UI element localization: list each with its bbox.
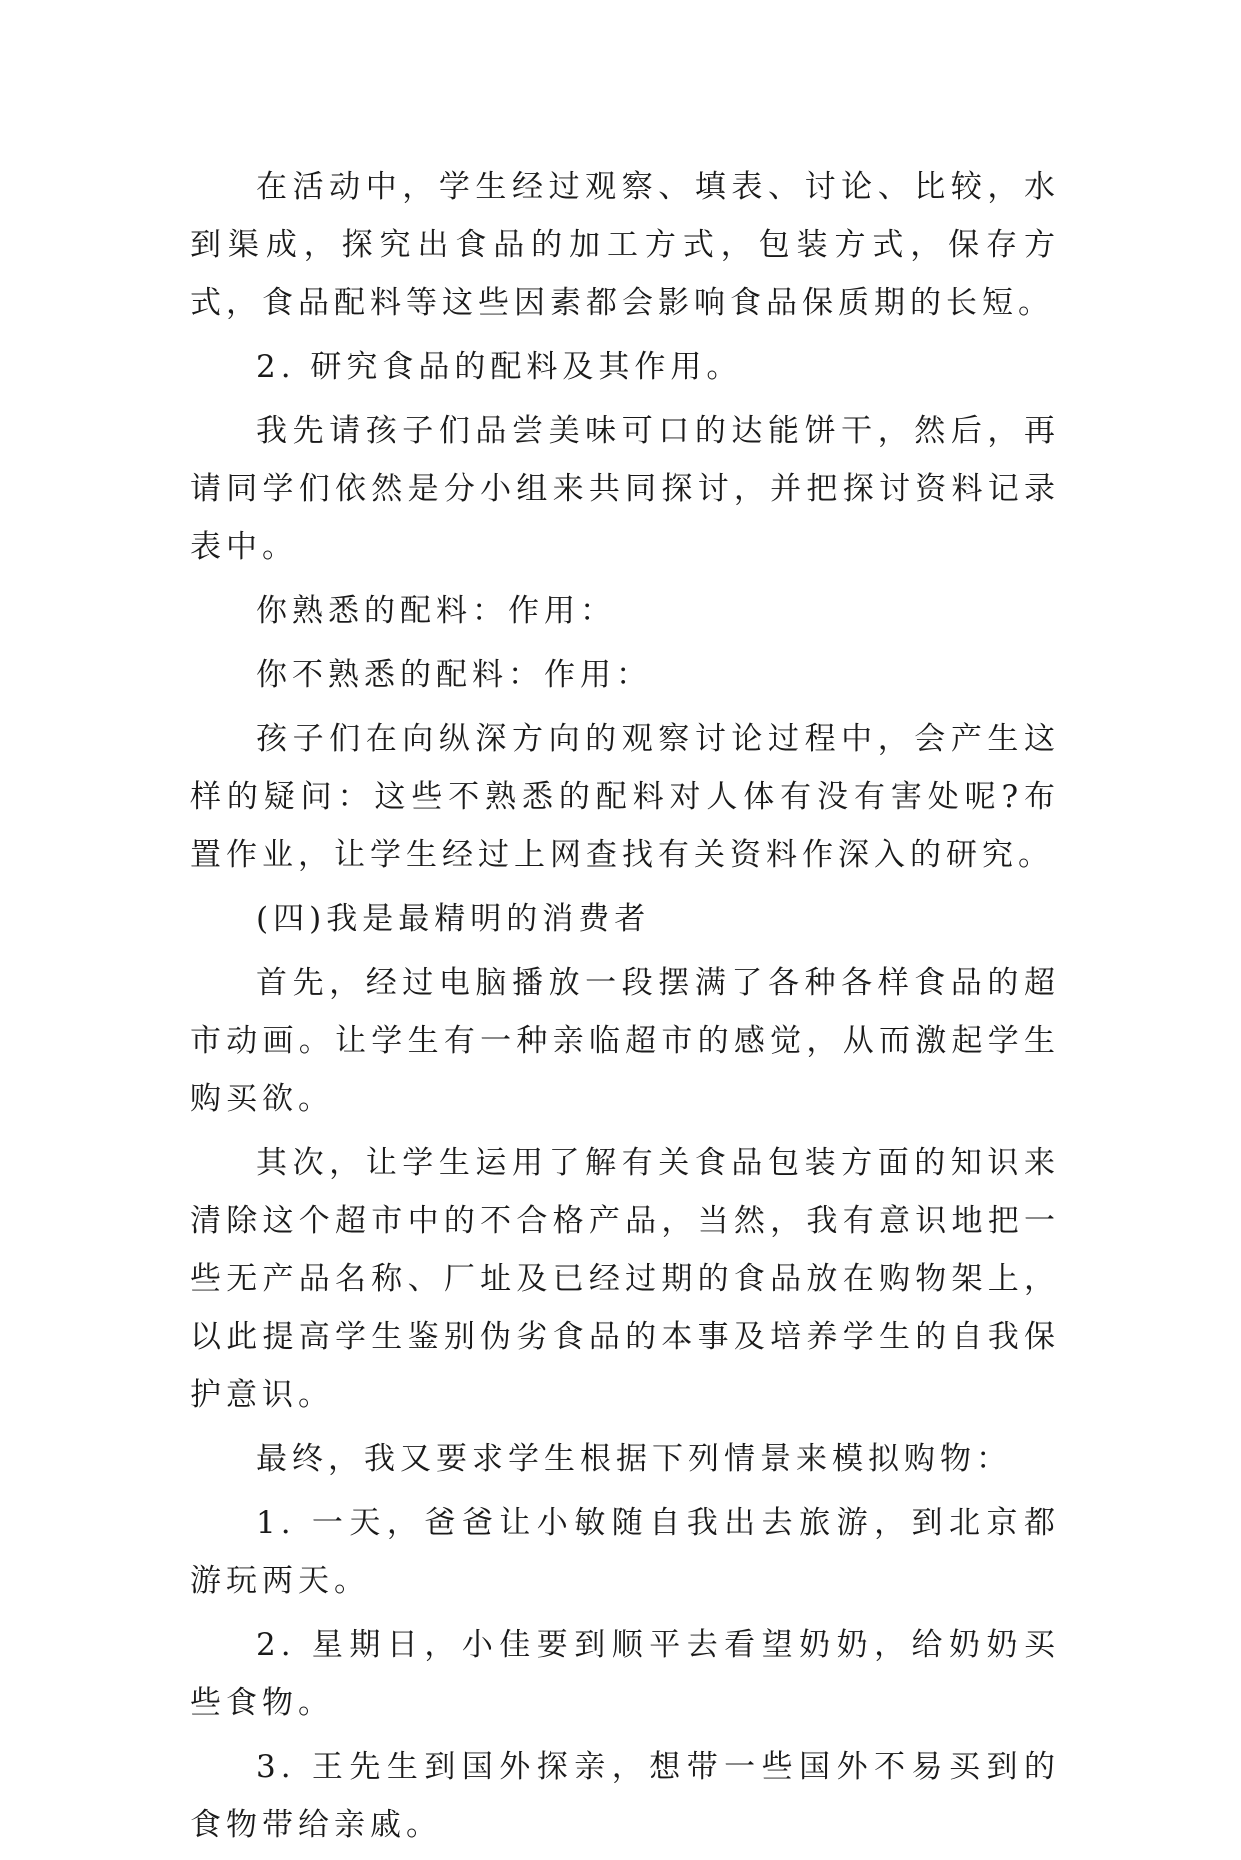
paragraph-first: 首先，经过电脑播放一段摆满了各种各样食品的超市动画。让学生有一种亲临超市的感觉，从而激起学生购买欲。 [190,965,1060,1117]
paragraph-finally: 最终，我又要求学生根据下列情景来模拟购物： [256,1441,1012,1477]
paragraph-unfamiliar-ingredients: 你不熟悉的配料：作用： [256,657,652,693]
paragraph-scenario-2: 2. 星期日，小佳要到顺平去看望奶奶，给奶奶买些食物。 [190,1627,1060,1721]
paragraph-scenario-1: 1. 一天，爸爸让小敏随自我出去旅游，到北京都游玩两天。 [190,1505,1060,1599]
paragraph-activity-summary: 在活动中，学生经过观察、填表、讨论、比较，水到渠成，探究出食品的加工方式，包装方式，保存方式，食品配料等这些因素都会影响食品保质期的长短。 [190,169,1060,321]
paragraph-section-2-heading: 2. 研究食品的配料及其作用。 [256,349,743,385]
paragraph-scenario-3: 3. 王先生到国外探亲，想带一些国外不易买到的食物带给亲戚。 [190,1749,1060,1843]
paragraph-section-4-heading: (四)我是最精明的消费者 [256,901,651,937]
paragraph-familiar-ingredients: 你熟悉的配料：作用： [256,593,616,629]
paragraph-second: 其次，让学生运用了解有关食品包装方面的知识来清除这个超市中的不合格产品，当然，我有意识地把一些无产品名称、厂址及已经过期的食品放在购物架上，以此提高学生鉴别伪劣食品的本事及培养学生的自我保护意识。 [190,1145,1060,1413]
paragraph-tasting: 我先请孩子们品尝美味可口的达能饼干，然后，再请同学们依然是分小组来共同探讨，并把探讨资料记录表中。 [190,413,1060,565]
document-body [190,158,1060,1860]
paragraph-questions: 孩子们在向纵深方向的观察讨论过程中，会产生这样的疑问：这些不熟悉的配料对人体有没有害处呢?布置作业，让学生经过上网查找有关资料作深入的研究。 [190,721,1060,873]
